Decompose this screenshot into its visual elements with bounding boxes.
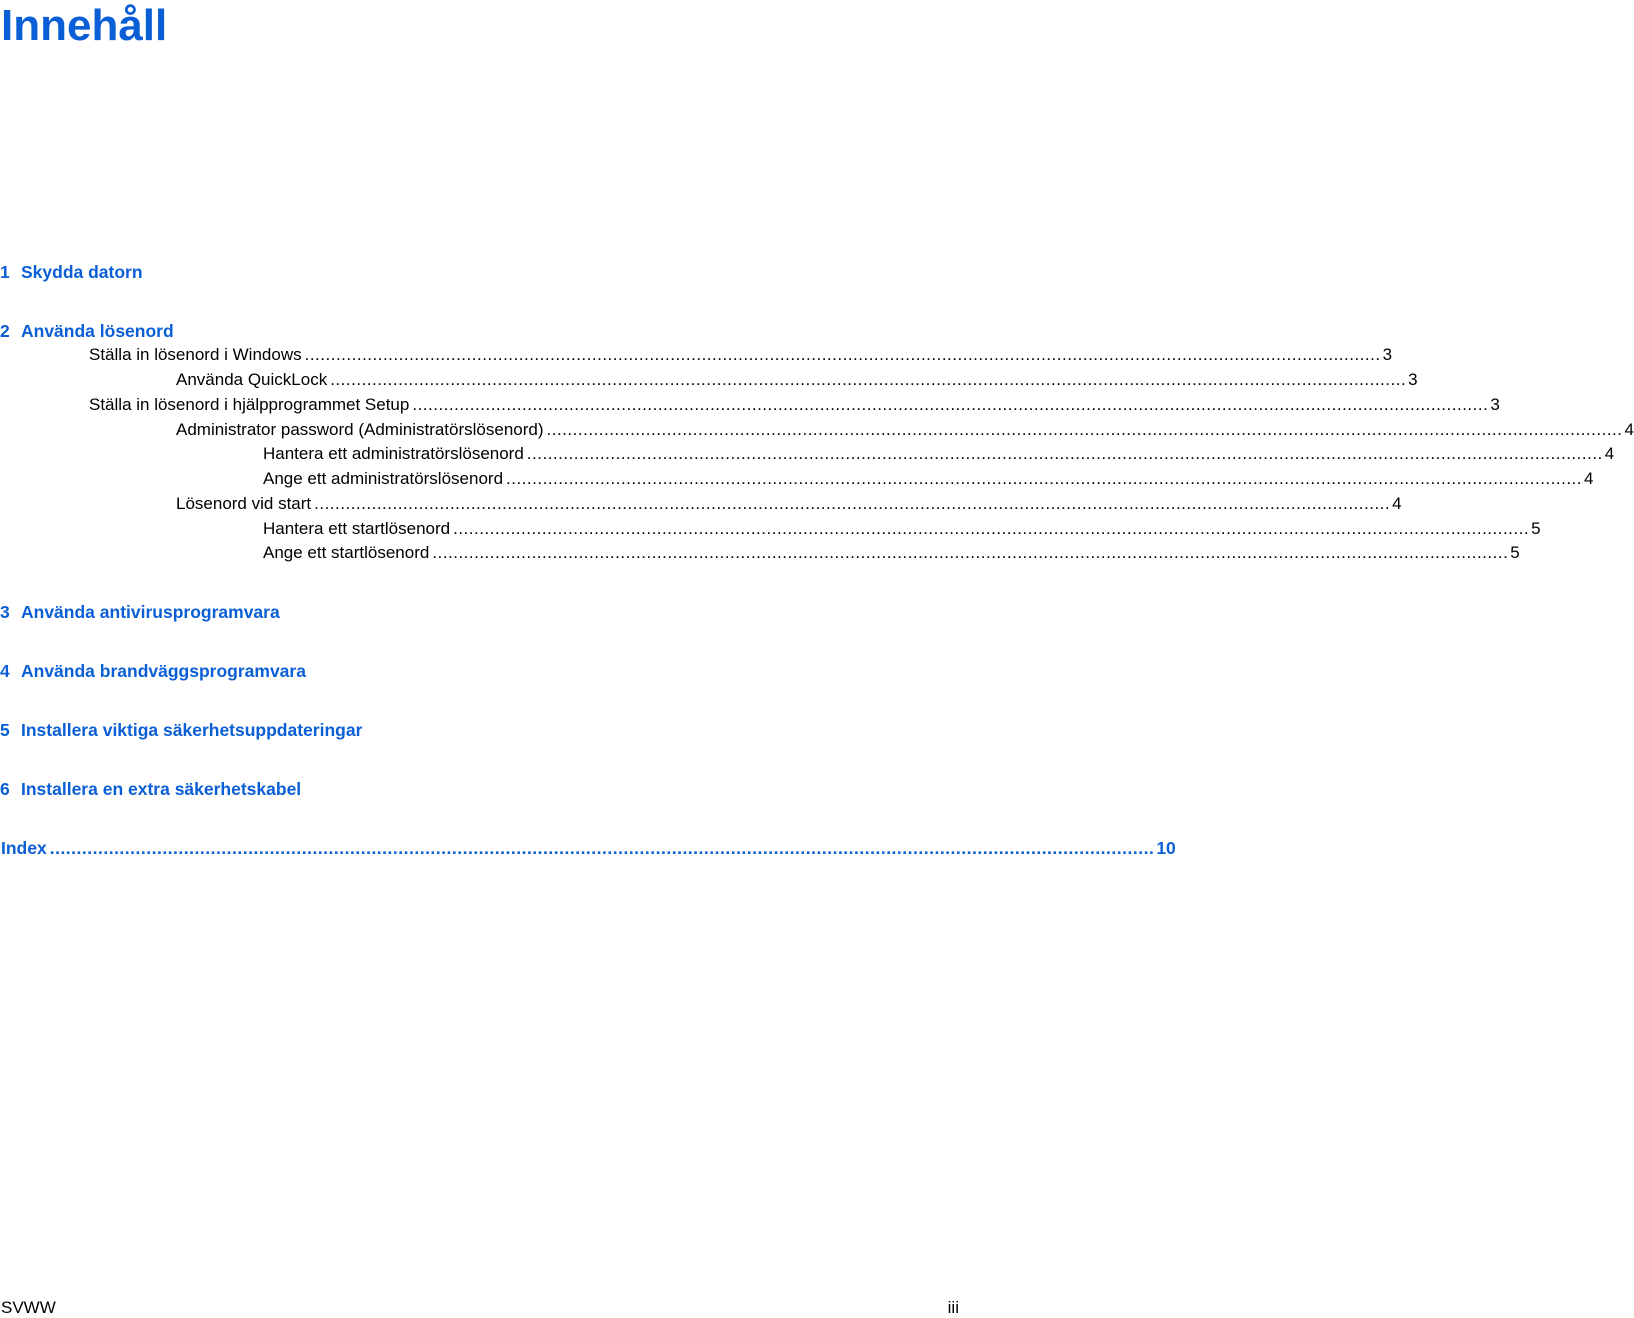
chapter-number: 4 [0, 661, 10, 681]
chapter-number: 6 [0, 779, 10, 799]
toc-chapter-5[interactable] [0, 719, 362, 741]
toc-entry-page: 10 [1156, 838, 1176, 858]
toc-entry-label: Ange ett startlösenord [263, 543, 430, 562]
chapter-number: 2 [0, 321, 10, 341]
toc-entry-label: Lösenord vid start [176, 494, 312, 513]
dot-leader: .............................................................................................................................................................................................................. [546, 420, 1623, 439]
toc-entry-page: 4 [1624, 420, 1634, 439]
toc-entry-page: 5 [1510, 543, 1520, 562]
toc-entry-page: 4 [1392, 494, 1402, 513]
toc-entry-label: Använda QuickLock [176, 370, 328, 389]
chapter-number: 3 [0, 602, 10, 622]
dot-leader: .............................................................................................................................................................................................................. [453, 519, 1530, 538]
toc-chapter-1[interactable] [0, 261, 143, 283]
toc-entry-label: Ange ett administratörslösenord [263, 469, 504, 488]
toc-entry[interactable] [176, 369, 1418, 391]
toc-entry-label: Hantera ett startlösenord [263, 519, 451, 538]
dot-leader: .............................................................................................................................................................................................................. [412, 395, 1489, 414]
toc-entry-label: Hantera ett administratörslösenord [263, 444, 524, 463]
chapter-title: Skydda datorn [21, 262, 143, 282]
chapter-title: Använda lösenord [21, 321, 174, 341]
toc-entry[interactable] [89, 344, 1393, 366]
toc-entry[interactable] [263, 468, 1594, 490]
toc-entry-page: 4 [1584, 469, 1594, 488]
footer-page-number: iii [947, 1298, 959, 1317]
toc-chapter-6[interactable] [0, 778, 301, 800]
toc-entry[interactable] [263, 443, 1615, 465]
toc-entry-page: 5 [1531, 519, 1541, 538]
chapter-title: Installera en extra säkerhetskabel [21, 779, 302, 799]
toc-entry-label: Ställa in lösenord i Windows [89, 345, 302, 364]
toc-entry-page: 3 [1382, 345, 1393, 364]
toc-entry[interactable] [89, 394, 1500, 416]
toc-entry-label: Administrator password (Administratörslösenord) [176, 420, 544, 439]
toc-entry-page: 3 [1408, 370, 1418, 389]
footer-doc-code: SVWW [1, 1298, 56, 1317]
chapter-title: Använda antivirusprogramvara [21, 602, 280, 622]
toc-entry[interactable] [176, 419, 1634, 441]
dot-leader: .............................................................................................................................................................................................................. [314, 494, 1391, 513]
toc-index-entry[interactable] [1, 837, 1176, 859]
toc-entry[interactable] [263, 518, 1541, 540]
toc-entry-label: Index [1, 838, 47, 858]
toc-entry-page: 4 [1604, 444, 1615, 463]
page-title: Innehåll [1, 1, 168, 50]
chapter-title: Använda brandväggsprogramvara [21, 661, 306, 681]
toc-chapter-4[interactable] [0, 660, 306, 682]
dot-leader: .............................................................................................................................................................................................................. [330, 370, 1407, 389]
dot-leader: .............................................................................................................................................................................................................. [526, 444, 1603, 463]
chapter-title: Installera viktiga säkerhetsuppdateringar [21, 720, 363, 740]
toc-entry[interactable] [176, 493, 1402, 515]
toc-chapter-3[interactable] [0, 601, 280, 623]
chapter-number: 5 [0, 720, 10, 740]
toc-entry-label: Ställa in lösenord i hjälpprogrammet Setup [89, 395, 410, 414]
toc-chapter-2[interactable] [0, 320, 174, 342]
chapter-number: 1 [0, 262, 10, 282]
dot-leader: .............................................................................................................................................................................................................. [432, 543, 1509, 562]
dot-leader: .............................................................................................................................................................................................................. [304, 345, 1381, 364]
toc-entry-page: 3 [1490, 395, 1500, 414]
dot-leader: .............................................................................................................................................................................................................. [49, 838, 1155, 858]
dot-leader: .............................................................................................................................................................................................................. [506, 469, 1582, 488]
toc-entry[interactable] [263, 542, 1520, 564]
